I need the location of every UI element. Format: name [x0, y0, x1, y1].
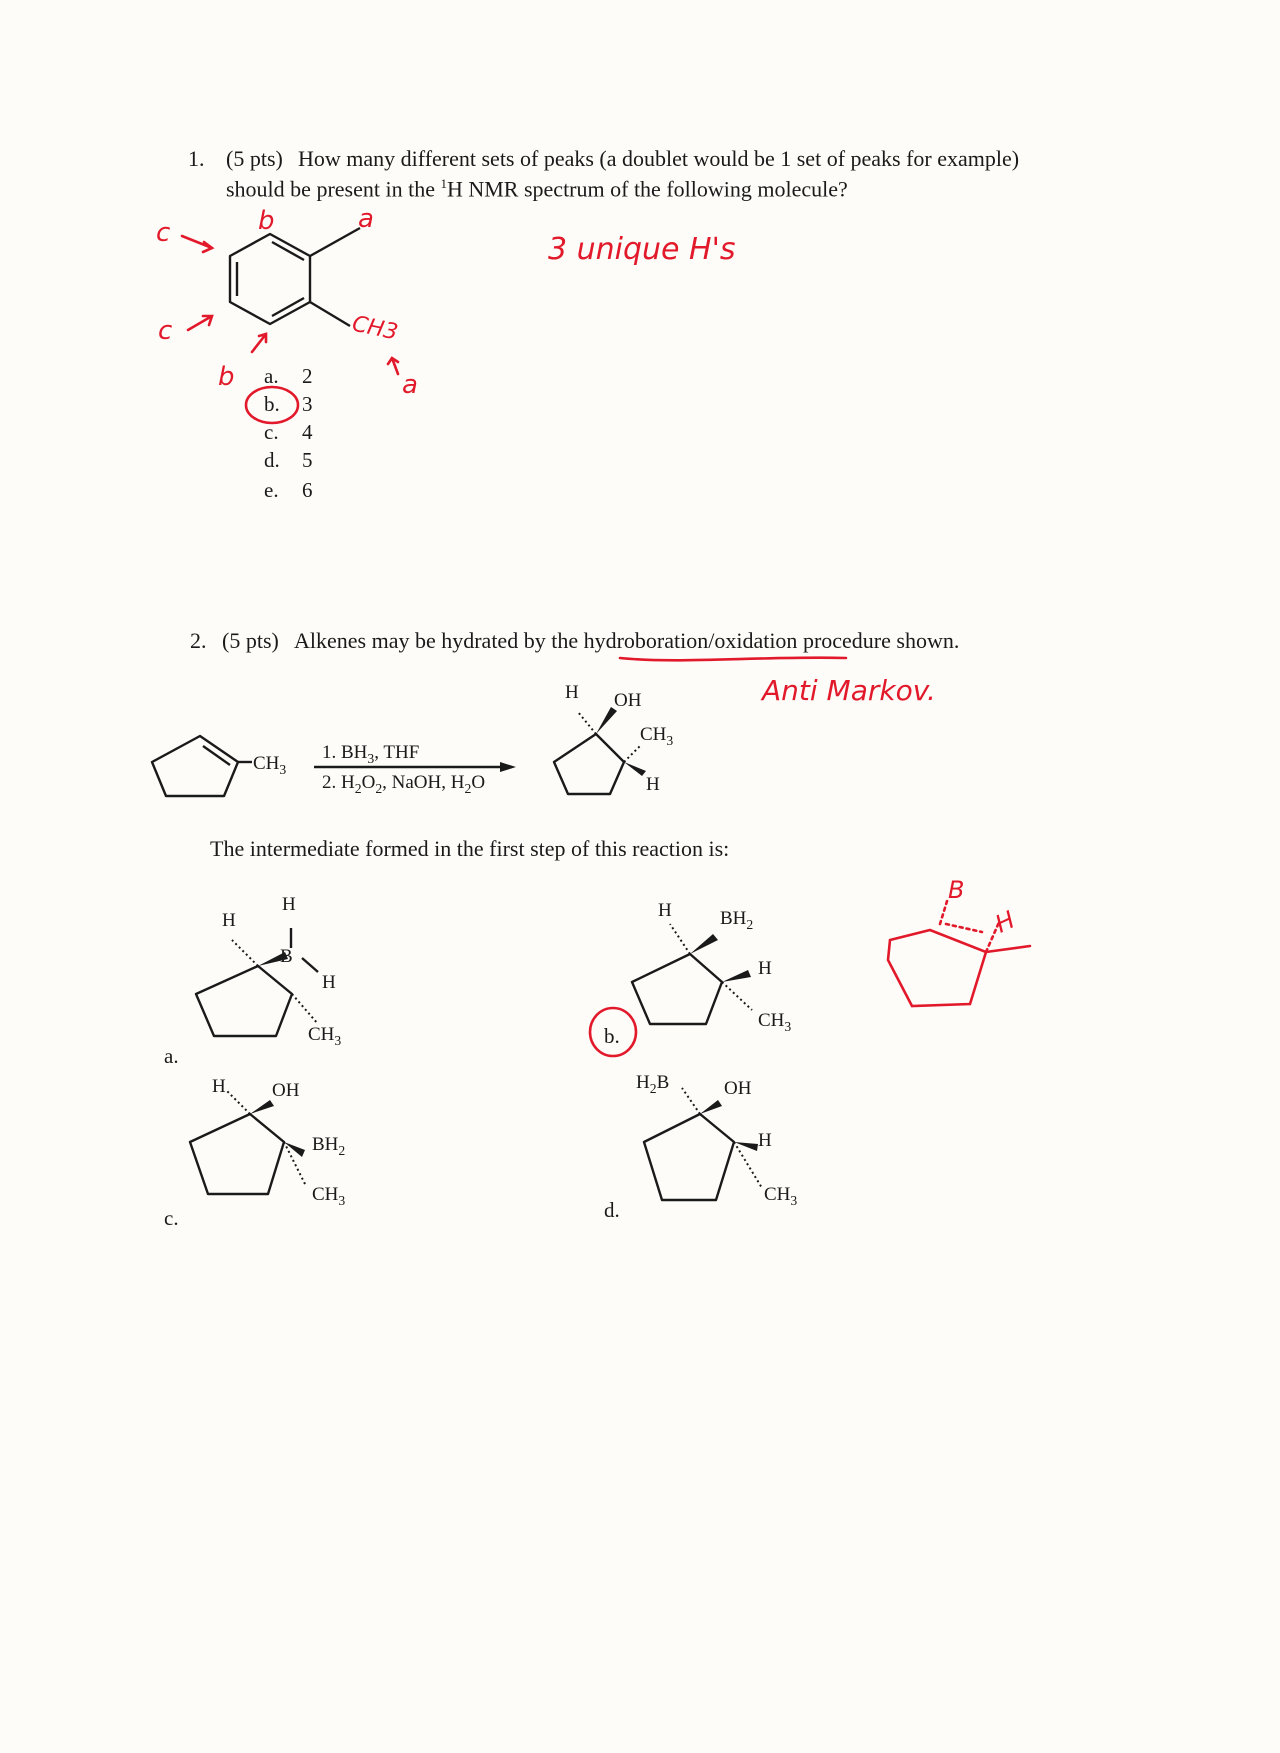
reagent-step1: 1. $BH_3$, THF [322, 742, 420, 766]
choice-a-h3: H [322, 972, 336, 993]
sketch-methyl [986, 946, 1030, 952]
q1-option-e-value: 6 [302, 478, 313, 502]
choice-b-ring [632, 954, 722, 1024]
reagent-step2: 2. $H_2O_2$, NaOH, $H_2O$ [322, 772, 486, 796]
sketch-b-label: B [948, 876, 965, 904]
handwritten-ch3: CH3 [349, 311, 401, 346]
intermediate-prompt: The intermediate formed in the first step of this reaction is: [210, 836, 730, 861]
choice-c-bh2: $BH_2$ [312, 1134, 346, 1158]
q2-text-post: procedure shown. [802, 628, 960, 653]
choice-c-dash-bond [226, 1090, 250, 1114]
choice-d-h: H [758, 1130, 772, 1151]
choice-d-h2b: $H_2B$ [636, 1072, 670, 1096]
choice-c-oh: OH [272, 1080, 300, 1101]
product-ch3: $CH_3$ [640, 724, 674, 748]
q2-number: 2. [190, 628, 207, 653]
q1-line2-pre: should be present in the [226, 176, 435, 202]
underline-annotation [620, 658, 846, 661]
label-a-bottom: a [402, 370, 418, 400]
choice-c-wedge-bond [284, 1142, 305, 1157]
label-c-bottom: c [158, 316, 173, 346]
reactant-double-bond [203, 746, 230, 765]
choice-d-letter: d. [604, 1198, 620, 1222]
reaction-arrowhead [500, 762, 516, 772]
choice-a-bond [302, 958, 318, 972]
choice-c-ch3: $CH_3$ [312, 1184, 346, 1208]
product-dash-bond [578, 712, 596, 734]
choice-c-letter: c. [164, 1206, 179, 1230]
choice-c-h: H [212, 1076, 226, 1097]
q1-line2-post: H NMR spectrum of the following molecule? [446, 176, 848, 202]
choice-d-ring [644, 1114, 734, 1200]
choice-d-oh: OH [724, 1078, 752, 1099]
choice-d-dash-bond [682, 1088, 700, 1114]
q1-superscript: 1 [440, 176, 447, 191]
label-c-top: c [156, 218, 171, 248]
choice-a-b: B [280, 946, 293, 967]
label-b-bottom: b [218, 362, 235, 392]
q1-option-c-letter: c. [264, 420, 279, 444]
q1-option-e-letter: e. [264, 478, 279, 502]
choice-d-wedge-bond [700, 1100, 722, 1114]
choice-b-h: H [658, 900, 672, 921]
handwritten-note: 3 unique H's [548, 232, 736, 267]
anti-markov-note: Anti Markov. [762, 674, 936, 707]
choice-a-h2: H [282, 894, 296, 915]
sketch-dotted-bond [946, 924, 982, 932]
choice-b-h2: H [758, 958, 772, 979]
sketch-ring [888, 930, 986, 1006]
choice-c-wedge-bond [250, 1100, 274, 1114]
reactant-ring [152, 736, 238, 796]
q1-number: 1. [188, 146, 205, 171]
q1-points: (5 pts) [226, 146, 283, 171]
product-ring [554, 734, 624, 794]
sketch-dotted-bond [940, 898, 948, 924]
choice-b-ch3: $CH_3$ [758, 1010, 792, 1034]
q1-option-b-value: 3 [302, 392, 313, 416]
choice-b-wedge-bond [722, 970, 751, 982]
product-h2: H [646, 774, 660, 795]
choice-b-letter: b. [604, 1024, 620, 1048]
q1-option-d-value: 5 [302, 448, 313, 472]
choice-a-h1: H [222, 910, 236, 931]
q2-text-pre: Alkenes may be hydrated by the [294, 628, 579, 653]
q1-option-d-letter: d. [264, 448, 280, 472]
product-oh: OH [614, 690, 642, 711]
product-h: H [565, 682, 579, 703]
choice-b-wedge-bond [690, 934, 718, 954]
q1-option-a-value: 2 [302, 364, 313, 388]
q1-option-a-letter: a. [264, 364, 279, 388]
choice-b-dash-bond [722, 982, 752, 1010]
choice-d-ch3: $CH_3$ [764, 1184, 798, 1208]
choice-c-ring [190, 1114, 284, 1194]
sketch-h-label: H [990, 905, 1020, 939]
reactant-ch3: $CH_3$ [253, 753, 287, 777]
q1-option-b-letter: b. [264, 392, 280, 416]
choice-a-dash-bond [232, 940, 258, 966]
product-wedge-bond [624, 762, 646, 776]
q1-option-c-value: 4 [302, 420, 313, 444]
product-dash-bond [624, 746, 640, 762]
label-a-top: a [358, 204, 374, 234]
choice-a-dash-bond [292, 994, 318, 1024]
choice-a-ch3: $CH_3$ [308, 1024, 342, 1048]
label-b-top: b [258, 206, 275, 236]
choice-b-bh2: $BH_2$ [720, 908, 754, 932]
choice-b-dash-bond [670, 924, 690, 954]
choice-a-letter: a. [164, 1044, 179, 1068]
q2-text-key: hydroboration/oxidation [583, 628, 798, 653]
q2-points: (5 pts) [222, 628, 279, 653]
choice-a-ring [196, 966, 292, 1036]
q1-line1: How many different sets of peaks (a doublet would be 1 set of peaks for example) [298, 146, 1020, 171]
